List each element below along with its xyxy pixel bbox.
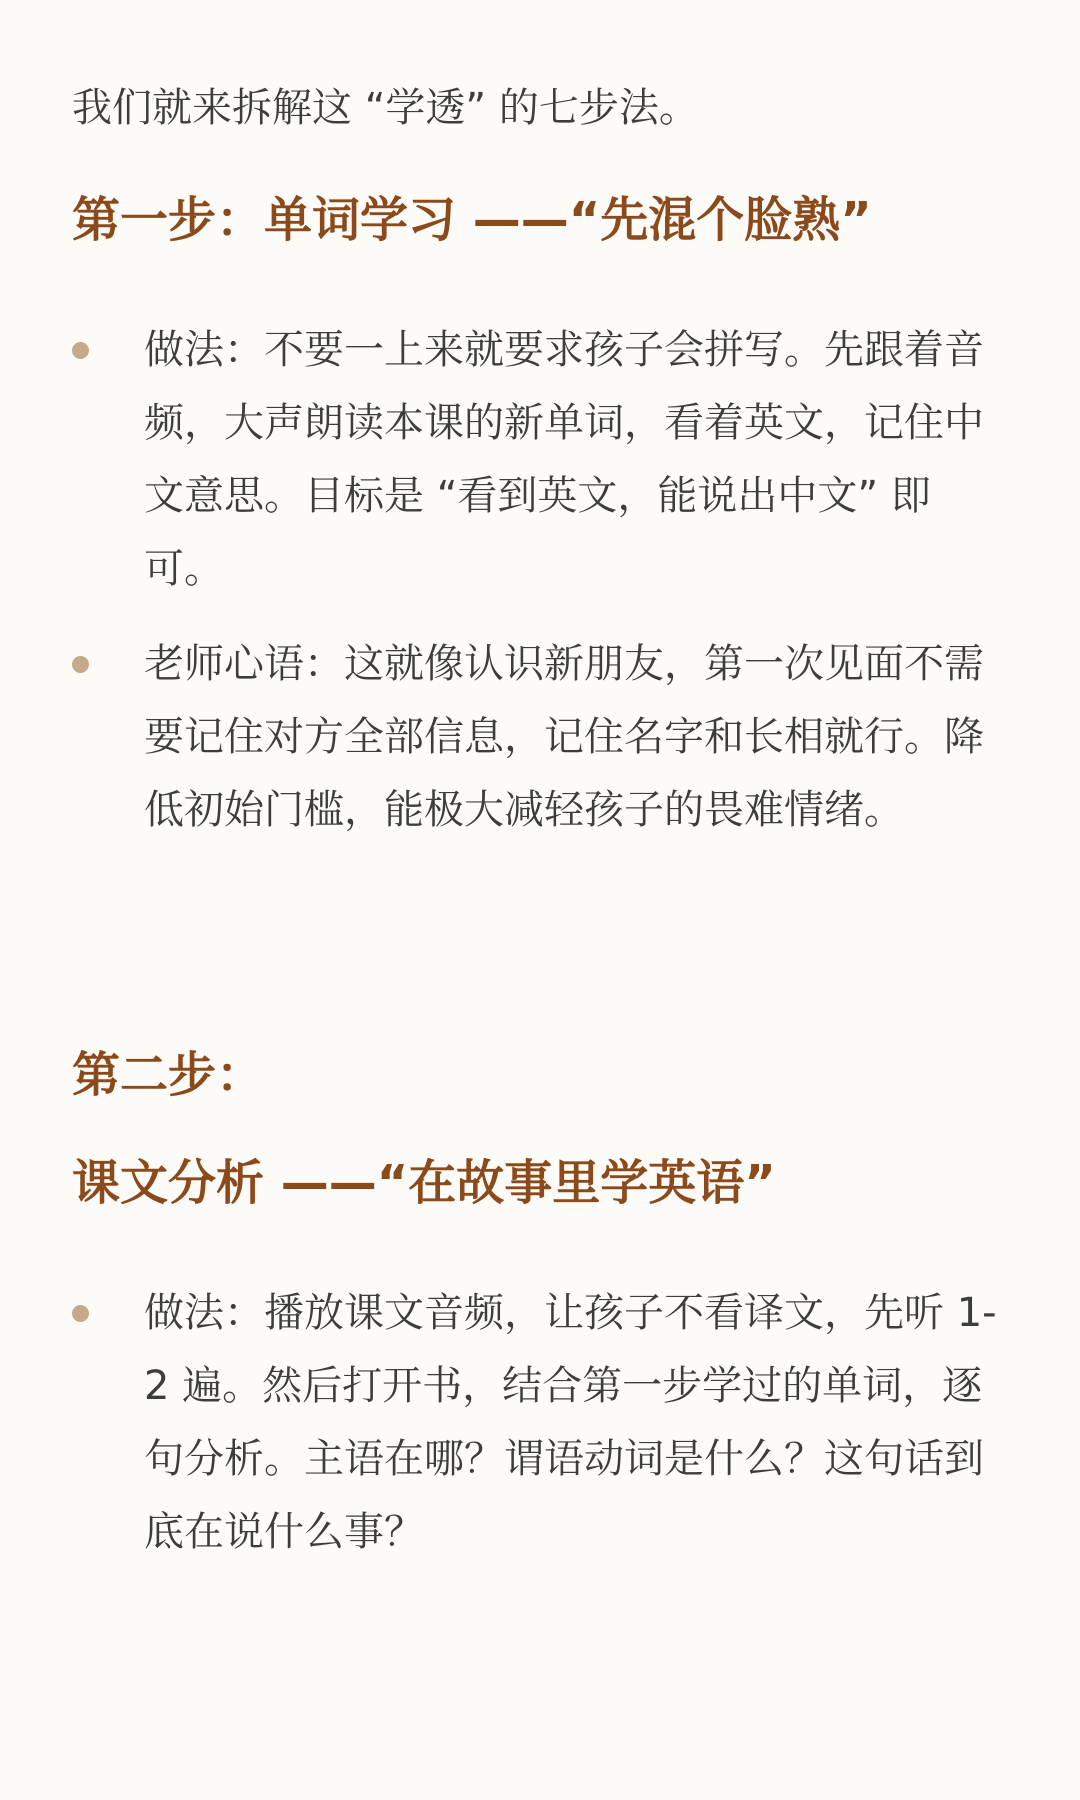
intro-text: 我们就来拆解这 “学透” 的七步法。 <box>72 85 699 131</box>
list-item <box>72 1277 1008 1569</box>
step1-list <box>72 314 1008 847</box>
bullet-dot-icon <box>72 656 89 673</box>
step1-heading: 第一步：单词学习 ——“先混个脸熟” <box>72 192 872 248</box>
step2-heading-title: 课文分析 ——“在故事里学英语” <box>72 1155 776 1211</box>
step2-list <box>72 1277 1008 1569</box>
step1-teacher-note-text: 老师心语：这就像认识新朋友，第一次见面不需要记住对方全部信息，记住名字和长相就行。降低初始门槛，能极大减轻孩子的畏难情绪。 <box>144 641 984 833</box>
step2-heading-label: 第二步： <box>72 1047 265 1103</box>
bullet-dot-icon <box>72 1305 89 1322</box>
list-item <box>72 314 1008 606</box>
step2-method-text: 做法：播放课文音频，让孩子不看译文，先听 1-2 遍。然后打开书，结合第一步学过的单词，逐句分析。主语在哪？谓语动词是什么？这句话到底在说什么事？ <box>144 1290 997 1555</box>
bullet-dot-icon <box>72 342 89 359</box>
list-item <box>72 628 1008 847</box>
step1-method-text: 做法：不要一上来就要求孩子会拼写。先跟着音频，大声朗读本课的新单词，看着英文，记住中文意思。目标是 “看到英文，能说出中文” 即可。 <box>144 327 984 592</box>
